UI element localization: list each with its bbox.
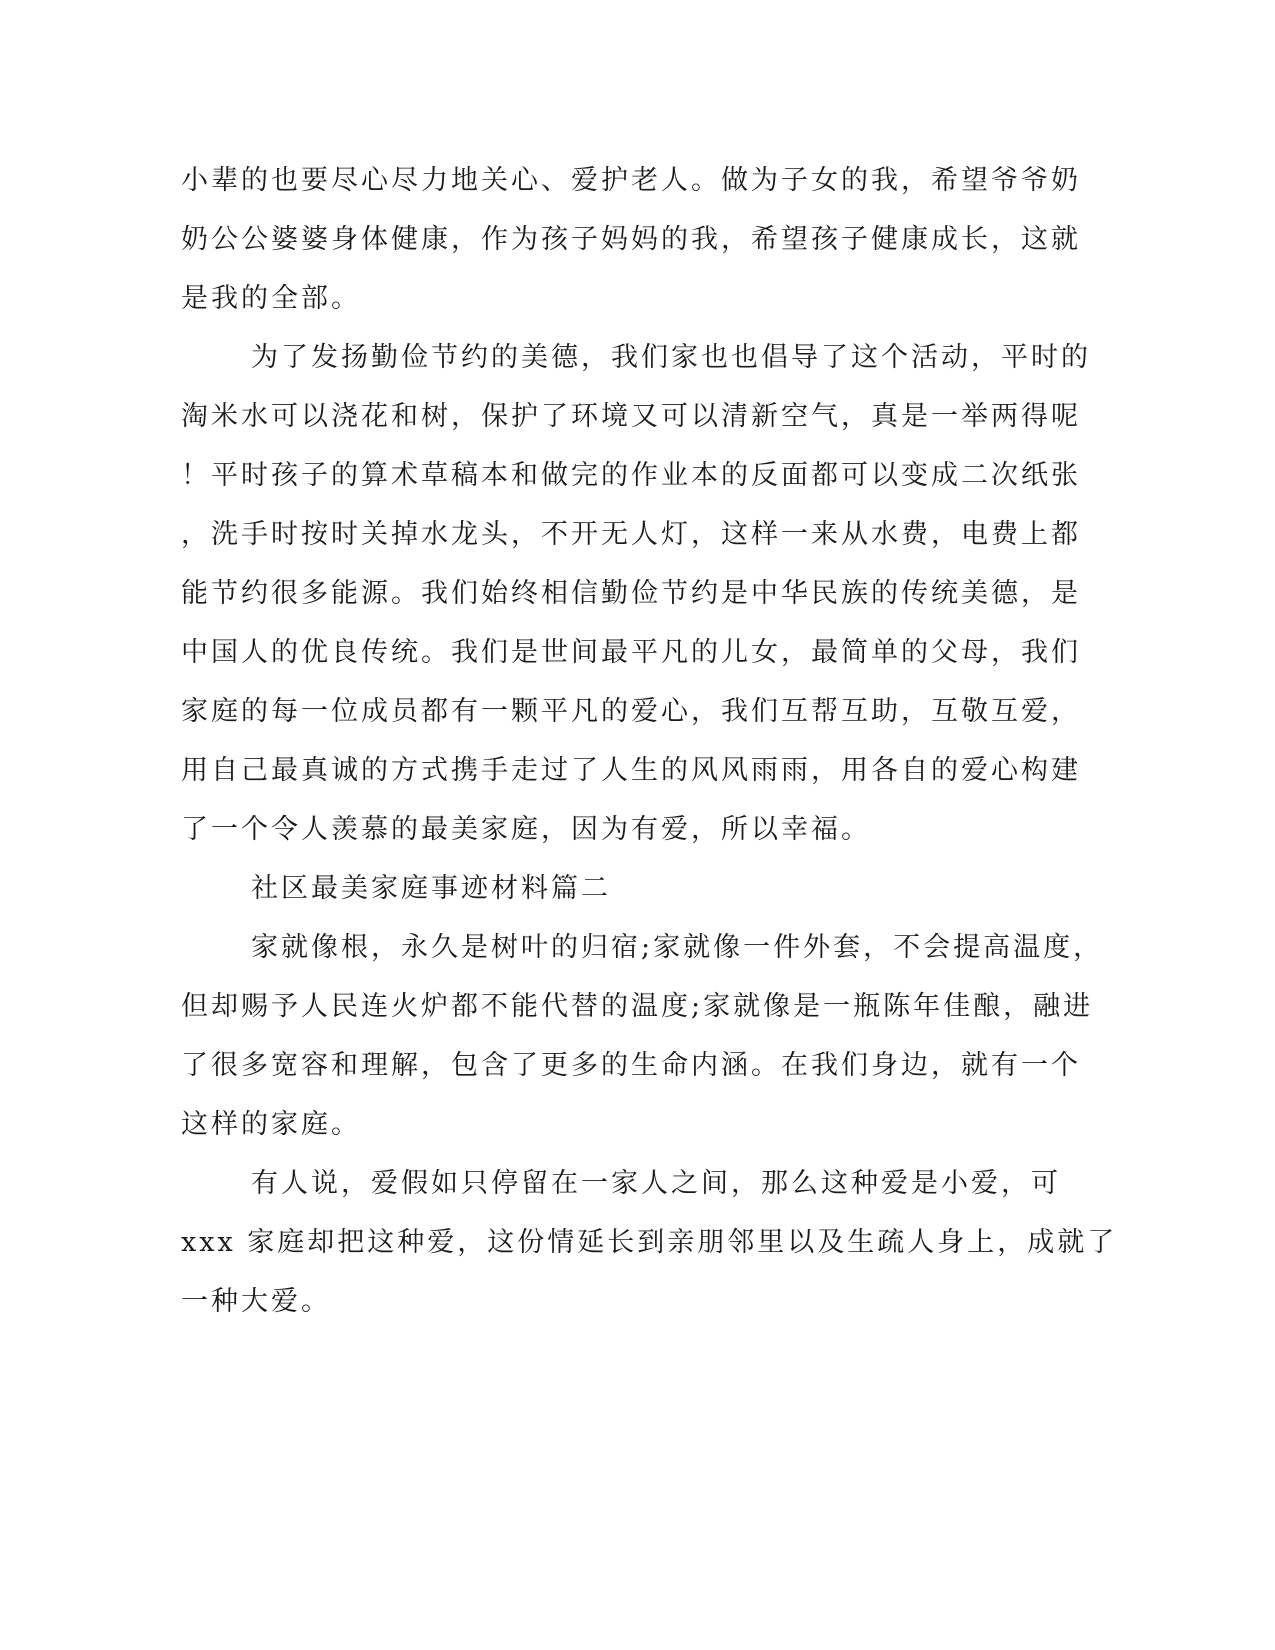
text-line: 是我的全部。	[181, 283, 361, 314]
text-line: 奶公公婆婆身体健康，作为孩子妈妈的我，希望孩子健康成长，这就	[181, 224, 1081, 255]
text-line: 用自己最真诚的方式携手走过了人生的风风雨雨，用各自的爱心构建	[181, 755, 1081, 786]
text-line: 淘米水可以浇花和树，保护了环境又可以清新空气，真是一举两得呢	[181, 401, 1081, 432]
text-line: ，洗手时按时关掉水龙头，不开无人灯，这样一来从水费，电费上都	[181, 519, 1081, 550]
text-line: 能节约很多能源。我们始终相信勤俭节约是中华民族的传统美德，是	[181, 578, 1081, 609]
paragraph-first-line: 有人说，爱假如只停留在一家人之间，那么这种爱是小爱，可	[251, 1168, 1061, 1199]
text-line: 一种大爱。	[181, 1286, 331, 1317]
section-heading: 社区最美家庭事迹材料篇二	[251, 873, 611, 904]
paragraph-first-line: 为了发扬勤俭节约的美德，我们家也也倡导了这个活动，平时的	[251, 342, 1091, 373]
text-line: 家庭的每一位成员都有一颗平凡的爱心，我们互帮互助，互敬互爱，	[181, 696, 1081, 727]
text-line: 这样的家庭。	[181, 1109, 361, 1140]
text-line: 小辈的也要尽心尽力地关心、爱护老人。做为子女的我，希望爷爷奶	[181, 165, 1081, 196]
text-line: 中国人的优良传统。我们是世间最平凡的儿女，最简单的父母，我们	[181, 637, 1081, 668]
text-line: xxx 家庭却把这种爱，这份情延长到亲朋邻里以及生疏人身上，成就了	[181, 1227, 1118, 1258]
text-line: 了一个令人羡慕的最美家庭，因为有爱，所以幸福。	[181, 814, 871, 845]
text-line: 但却赐予人民连火炉都不能代替的温度;家就像是一瓶陈年佳酿，融进	[181, 991, 1094, 1022]
text-line: ！平时孩子的算术草稿本和做完的作业本的反面都可以变成二次纸张	[181, 460, 1081, 491]
text-line: 了很多宽容和理解，包含了更多的生命内涵。在我们身边，就有一个	[181, 1050, 1081, 1081]
paragraph-first-line: 家就像根，永久是树叶的归宿;家就像一件外套，不会提高温度，	[251, 932, 1104, 963]
